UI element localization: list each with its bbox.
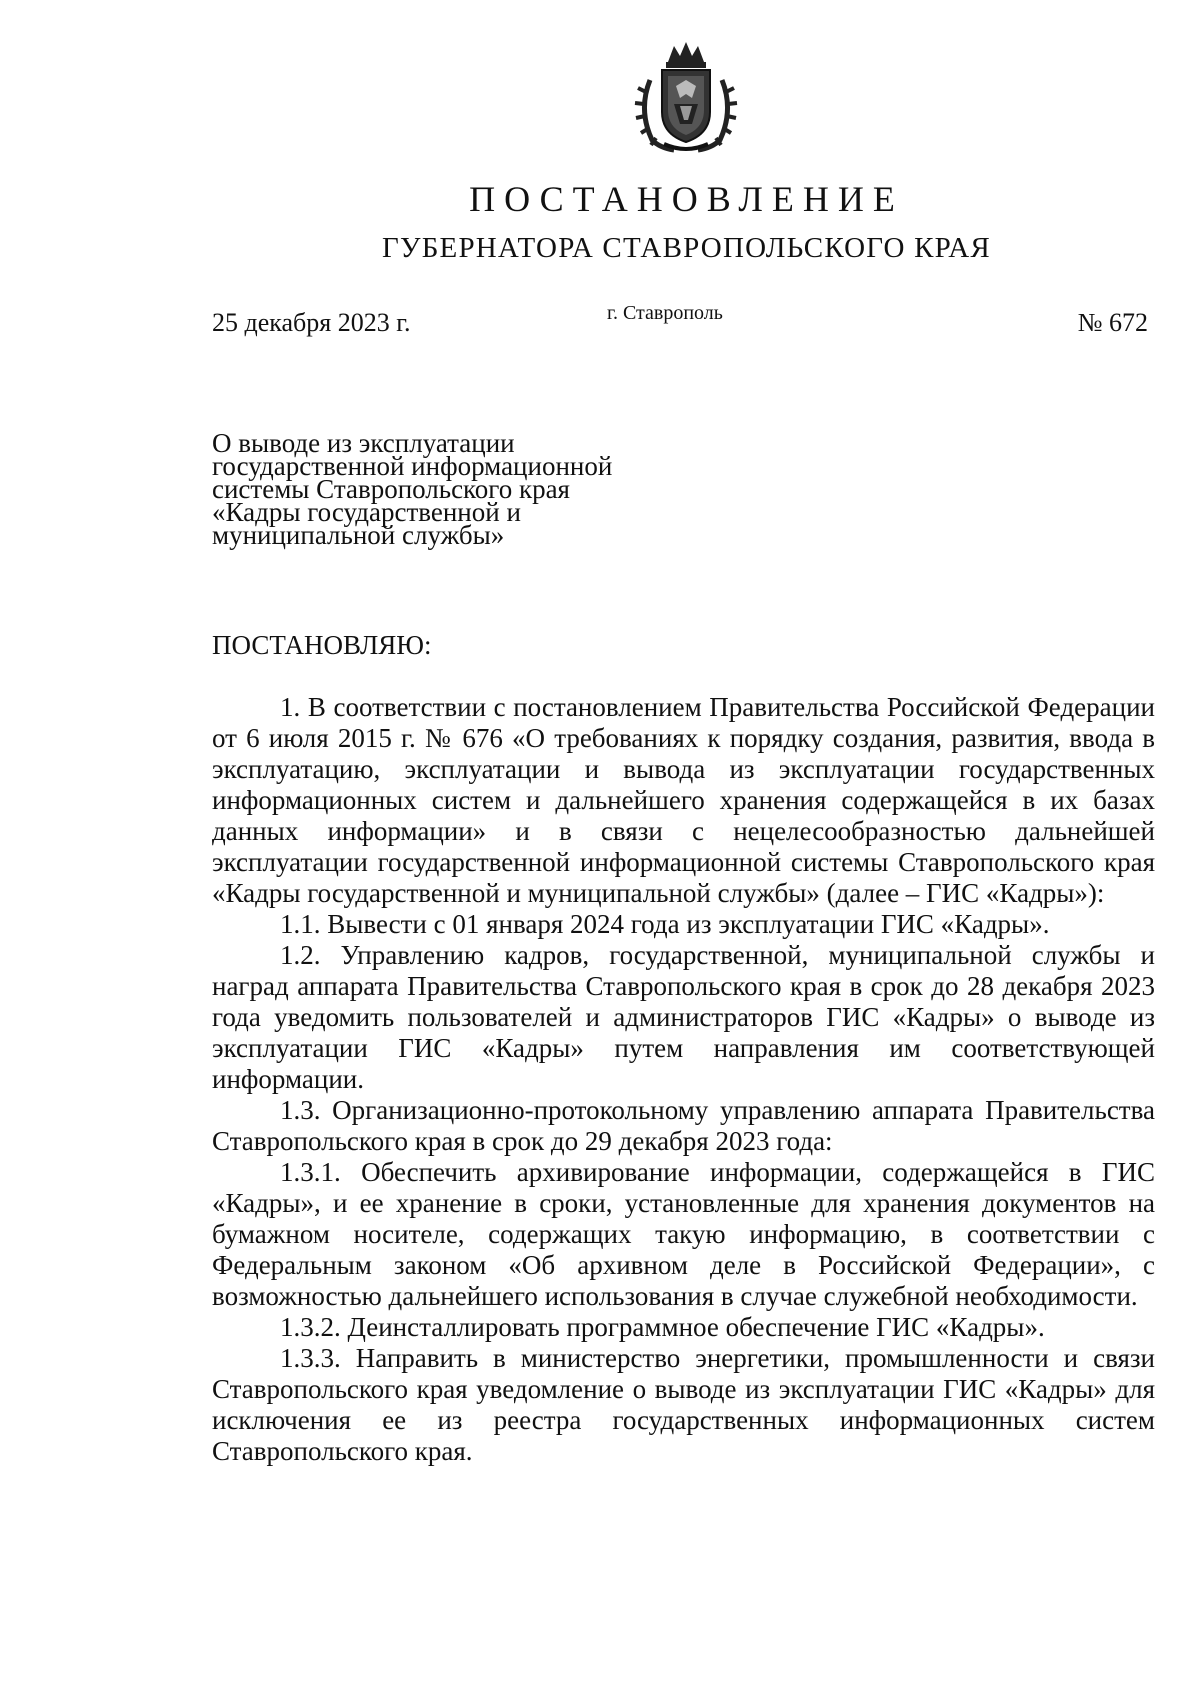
paragraph: 1.2. Управлению кадров, государственной, муниципальной службы и наград аппарата Правительства Ставропольского края в срок до 28 декабря 2023 года уведомить пользователей и администраторов ГИС «Кадры» о выводе из эксплуатации ГИС «Кадры» путем направления им соответствующей информации. — [212, 940, 1155, 1094]
paragraph: 1. В соответствии с постановлением Правительства Российской Федерации от 6 июля 2015 г. № 676 «О требованиях к порядку создания, развития, ввода в эксплуатацию, эксплуатации и вывода из эксплуатации государственных информационных систем и дальнейшего хранения содержащейся в их базах данных информации» и в связи с нецелесообразностью дальнейшей эксплуатации государственной информационной системы Ставропольского края «Кадры государственной и муниципальной службы» (далее – ГИС «Кадры»): — [212, 692, 1155, 908]
heading-line: системы Ставропольского края — [212, 474, 570, 504]
heading-line: О выводе из эксплуатации — [212, 428, 515, 458]
document-city: г. Ставрополь — [607, 302, 723, 324]
document-heading — [212, 428, 772, 550]
paragraph: 1.3.1. Обеспечить архивирование информации, содержащейся в ГИС «Кадры», и ее хранение в сроки, установленные для хранения документов на бумажном носителе, содержащих такую информацию, в соответствии с Федеральным законом «Об архивном деле в Российской Федерации», с возможностью дальнейшего использования в случае служебной необходимости. — [212, 1157, 1155, 1311]
document-title: ПОСТАНОВЛЕНИЕ — [469, 179, 904, 219]
paragraph: 1.3. Организационно-протокольному управлению аппарата Правительства Ставропольского края в срок до 29 декабря 2023 года: — [212, 1095, 1155, 1156]
heading-line: муниципальной службы» — [212, 520, 505, 550]
paragraph: 1.1. Вывести с 01 января 2024 года из эксплуатации ГИС «Кадры». — [280, 909, 1050, 939]
paragraph: 1.3.2. Деинсталлировать программное обеспечение ГИС «Кадры». — [280, 1312, 1045, 1342]
heading-line: государственной информационной — [212, 451, 613, 481]
document-number: № 672 — [1077, 308, 1148, 337]
document-subtitle: ГУБЕРНАТОРА СТАВРОПОЛЬСКОГО КРАЯ — [382, 232, 991, 264]
document-date: 25 декабря 2023 г. — [212, 308, 411, 337]
heading-line: «Кадры государственной и — [212, 497, 521, 527]
coat-of-arms-icon — [630, 40, 742, 154]
decree-word: ПОСТАНОВЛЯЮ: — [212, 630, 432, 660]
document-body — [212, 692, 1155, 1467]
paragraph: 1.3.3. Направить в министерство энергетики, промышленности и связи Ставропольского края уведомление о выводе из эксплуатации ГИС «Кадры» для исключения ее из реестра государственных информационных систем Ставропольского края. — [212, 1343, 1155, 1466]
